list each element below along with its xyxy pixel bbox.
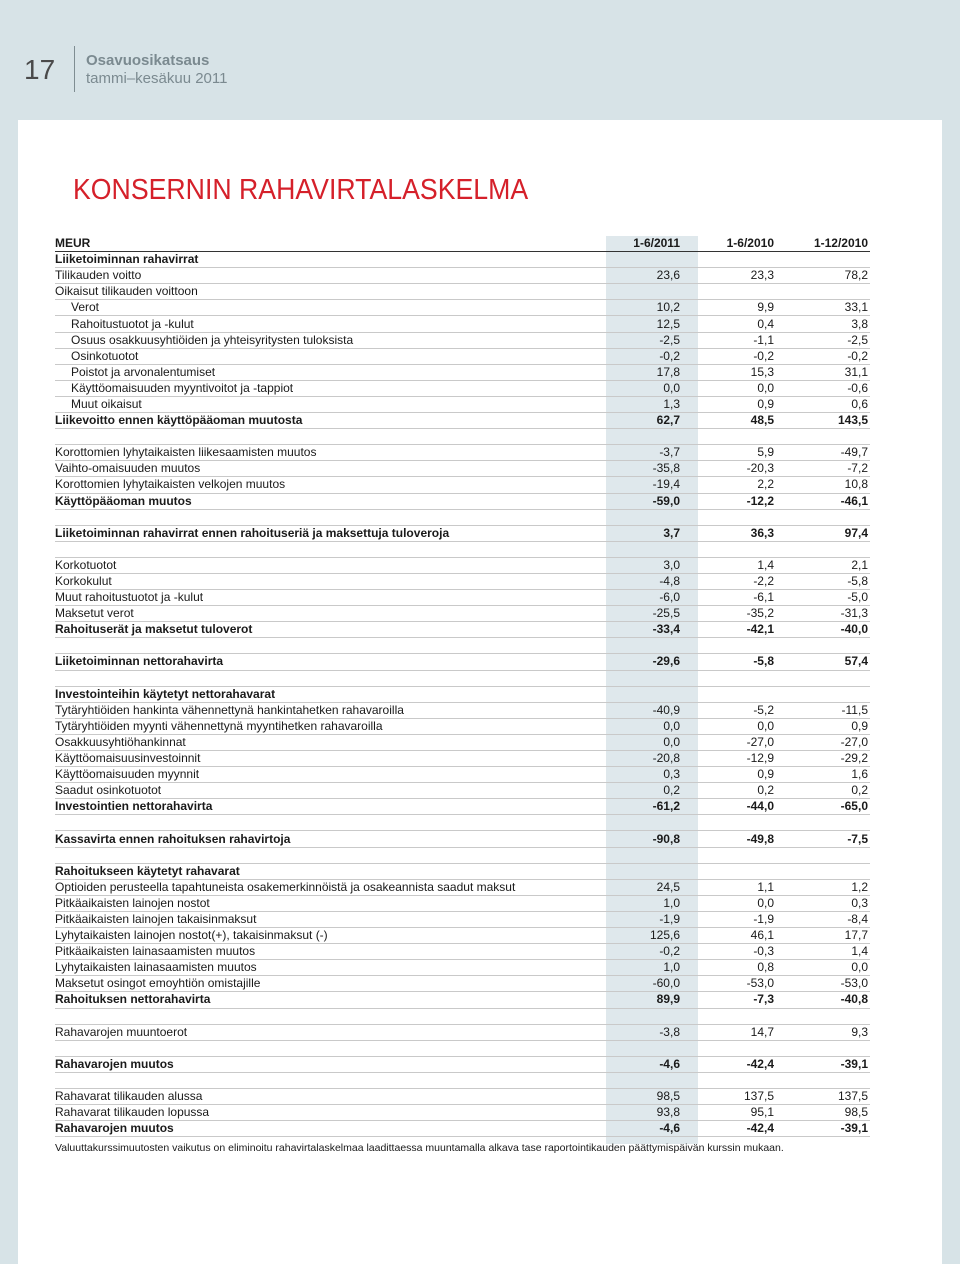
value-h1-2011: -25,5 <box>588 606 682 622</box>
column-header-unit: MEUR <box>55 236 588 252</box>
value-h1-2010: 0,4 <box>682 316 776 332</box>
row-label: Investointien nettorahavirta <box>55 799 588 815</box>
value-fy-2010: 143,5 <box>776 413 870 429</box>
spacer-row <box>55 847 870 863</box>
value-h1-2010: 137,5 <box>682 1088 776 1104</box>
table-row <box>55 976 870 992</box>
value-h1-2010: -0,2 <box>682 348 776 364</box>
table-row <box>55 1105 870 1121</box>
value-h1-2010: -35,2 <box>682 606 776 622</box>
table-row <box>55 944 870 960</box>
value-fy-2010 <box>776 686 870 702</box>
row-label: Maksetut osingot emoyhtiön omistajille <box>55 976 588 992</box>
value-h1-2010 <box>682 509 776 525</box>
value-h1-2011: 89,9 <box>588 992 682 1008</box>
row-label: Käyttöomaisuusinvestoinnit <box>55 751 588 767</box>
value-h1-2011 <box>588 284 682 300</box>
value-fy-2010: 78,2 <box>776 268 870 284</box>
value-fy-2010 <box>776 847 870 863</box>
row-label: Poistot ja arvonalentumiset <box>55 364 588 380</box>
spacer-row <box>55 670 870 686</box>
value-h1-2011: 62,7 <box>588 413 682 429</box>
value-h1-2011: -33,4 <box>588 622 682 638</box>
table-header-row <box>55 236 870 252</box>
table-row <box>55 300 870 316</box>
value-h1-2010: 1,1 <box>682 879 776 895</box>
table-row <box>55 1024 870 1040</box>
value-fy-2010: 1,2 <box>776 879 870 895</box>
value-h1-2011: 1,0 <box>588 895 682 911</box>
table-row <box>55 316 870 332</box>
value-h1-2011: -2,5 <box>588 332 682 348</box>
value-h1-2010 <box>682 1008 776 1024</box>
value-h1-2011: 0,0 <box>588 734 682 750</box>
value-fy-2010: 0,9 <box>776 718 870 734</box>
value-fy-2010: -27,0 <box>776 734 870 750</box>
value-h1-2010: -2,2 <box>682 573 776 589</box>
table-row <box>55 284 870 300</box>
value-fy-2010: -39,1 <box>776 1056 870 1072</box>
table-row <box>55 380 870 396</box>
value-h1-2010: -49,8 <box>682 831 776 847</box>
table-row <box>55 268 870 284</box>
row-label: Korottomien lyhytaikaisten velkojen muutos <box>55 477 588 493</box>
row-label: Osuus osakkuusyhtiöiden ja yhteisyritysten tuloksista <box>55 332 588 348</box>
table-row <box>55 461 870 477</box>
value-h1-2011: 3,0 <box>588 557 682 573</box>
value-h1-2011 <box>588 1072 682 1088</box>
table-row <box>55 686 870 702</box>
value-fy-2010: 0,2 <box>776 783 870 799</box>
value-h1-2011: 0,0 <box>588 380 682 396</box>
value-h1-2011: -3,8 <box>588 1024 682 1040</box>
spacer-row <box>55 1072 870 1088</box>
row-label: Liikevoitto ennen käyttöpääoman muutosta <box>55 413 588 429</box>
value-fy-2010 <box>776 670 870 686</box>
value-h1-2010 <box>682 252 776 268</box>
value-fy-2010: -40,0 <box>776 622 870 638</box>
row-label <box>55 429 588 445</box>
table-row <box>55 863 870 879</box>
value-h1-2011 <box>588 638 682 654</box>
row-label: Liiketoiminnan nettorahavirta <box>55 654 588 670</box>
value-fy-2010: -49,7 <box>776 445 870 461</box>
cash-flow-table <box>55 236 870 1137</box>
row-label: Osakkuusyhtiöhankinnat <box>55 734 588 750</box>
value-fy-2010: -39,1 <box>776 1121 870 1137</box>
table-row <box>55 783 870 799</box>
value-h1-2011 <box>588 429 682 445</box>
value-h1-2011: -29,6 <box>588 654 682 670</box>
value-fy-2010 <box>776 541 870 557</box>
row-label: Kassavirta ennen rahoituksen rahavirtoja <box>55 831 588 847</box>
report-period: tammi–kesäkuu 2011 <box>86 70 228 87</box>
value-h1-2011: 93,8 <box>588 1105 682 1121</box>
value-h1-2010: 15,3 <box>682 364 776 380</box>
table-row <box>55 622 870 638</box>
table-row <box>55 734 870 750</box>
value-fy-2010 <box>776 1008 870 1024</box>
row-label <box>55 638 588 654</box>
value-fy-2010 <box>776 429 870 445</box>
row-label: Käyttöpääoman muutos <box>55 493 588 509</box>
row-label: Rahavarat tilikauden alussa <box>55 1088 588 1104</box>
value-h1-2010: -27,0 <box>682 734 776 750</box>
value-h1-2010 <box>682 429 776 445</box>
value-fy-2010: -5,0 <box>776 590 870 606</box>
row-label: Pitkäaikaisten lainojen takaisinmaksut <box>55 911 588 927</box>
row-label: Rahavarojen muutos <box>55 1121 588 1137</box>
value-h1-2010 <box>682 284 776 300</box>
value-h1-2011: 1,3 <box>588 396 682 412</box>
value-h1-2011 <box>588 847 682 863</box>
table-row <box>55 928 870 944</box>
table-row <box>55 252 870 268</box>
row-label <box>55 1072 588 1088</box>
value-h1-2011 <box>588 815 682 831</box>
value-h1-2010: -44,0 <box>682 799 776 815</box>
value-h1-2010: 36,3 <box>682 525 776 541</box>
value-fy-2010 <box>776 284 870 300</box>
value-h1-2010: -0,3 <box>682 944 776 960</box>
row-label: Oikaisut tilikauden voittoon <box>55 284 588 300</box>
value-fy-2010 <box>776 815 870 831</box>
value-h1-2011: 24,5 <box>588 879 682 895</box>
value-fy-2010: -5,8 <box>776 573 870 589</box>
value-h1-2010: -53,0 <box>682 976 776 992</box>
row-label: Maksetut verot <box>55 606 588 622</box>
column-header-fy-2010: 1-12/2010 <box>776 236 870 252</box>
row-label: Liiketoiminnan rahavirrat ennen rahoituseriä ja maksettuja tuloveroja <box>55 525 588 541</box>
value-h1-2011: -19,4 <box>588 477 682 493</box>
value-h1-2011: -40,9 <box>588 702 682 718</box>
value-fy-2010: -31,3 <box>776 606 870 622</box>
value-fy-2010: 98,5 <box>776 1105 870 1121</box>
spacer-row <box>55 815 870 831</box>
value-h1-2010: -7,3 <box>682 992 776 1008</box>
value-fy-2010: 0,0 <box>776 960 870 976</box>
section-title: KONSERNIN RAHAVIRTALASKELMA <box>73 174 529 206</box>
value-h1-2011: 10,2 <box>588 300 682 316</box>
value-h1-2011: -4,8 <box>588 573 682 589</box>
report-title: Osavuosikatsaus <box>86 52 210 69</box>
value-h1-2010 <box>682 686 776 702</box>
value-fy-2010: 137,5 <box>776 1088 870 1104</box>
table-row <box>55 1121 870 1137</box>
row-label: Korottomien lyhytaikaisten liikesaamisten muutos <box>55 445 588 461</box>
value-h1-2010 <box>682 863 776 879</box>
table-row <box>55 895 870 911</box>
value-h1-2011: 0,3 <box>588 767 682 783</box>
value-fy-2010: 17,7 <box>776 928 870 944</box>
row-label: Muut rahoitustuotot ja -kulut <box>55 590 588 606</box>
value-fy-2010: -65,0 <box>776 799 870 815</box>
value-fy-2010: 1,4 <box>776 944 870 960</box>
value-h1-2011: 23,6 <box>588 268 682 284</box>
row-label: Pitkäaikaisten lainasaamisten muutos <box>55 944 588 960</box>
value-fy-2010: 9,3 <box>776 1024 870 1040</box>
value-fy-2010: -2,5 <box>776 332 870 348</box>
table-row <box>55 831 870 847</box>
value-h1-2011: -1,9 <box>588 911 682 927</box>
row-label <box>55 509 588 525</box>
value-fy-2010: 2,1 <box>776 557 870 573</box>
table-row <box>55 445 870 461</box>
value-h1-2010: 14,7 <box>682 1024 776 1040</box>
value-h1-2010 <box>682 638 776 654</box>
value-h1-2011: 125,6 <box>588 928 682 944</box>
table-row <box>55 477 870 493</box>
value-fy-2010: -7,5 <box>776 831 870 847</box>
row-label <box>55 1008 588 1024</box>
table-row <box>55 1056 870 1072</box>
row-label <box>55 847 588 863</box>
table-row <box>55 557 870 573</box>
table-row <box>55 525 870 541</box>
value-h1-2010: 48,5 <box>682 413 776 429</box>
table-body <box>55 252 870 1137</box>
value-h1-2011: -4,6 <box>588 1056 682 1072</box>
row-label: Tilikauden voitto <box>55 268 588 284</box>
value-h1-2010 <box>682 541 776 557</box>
value-h1-2010 <box>682 1072 776 1088</box>
value-fy-2010: -7,2 <box>776 461 870 477</box>
value-h1-2010: -42,4 <box>682 1121 776 1137</box>
value-h1-2011: 98,5 <box>588 1088 682 1104</box>
value-fy-2010: 3,8 <box>776 316 870 332</box>
value-fy-2010: 33,1 <box>776 300 870 316</box>
value-h1-2010: -1,9 <box>682 911 776 927</box>
row-label: Rahoitukseen käytetyt rahavarat <box>55 863 588 879</box>
row-label: Lyhytaikaisten lainojen nostot(+), takaisinmaksut (-) <box>55 928 588 944</box>
value-h1-2010: -5,8 <box>682 654 776 670</box>
value-fy-2010 <box>776 863 870 879</box>
value-h1-2010 <box>682 1040 776 1056</box>
value-fy-2010: -29,2 <box>776 751 870 767</box>
value-fy-2010: 1,6 <box>776 767 870 783</box>
value-h1-2010: 0,9 <box>682 767 776 783</box>
table-row <box>55 702 870 718</box>
value-fy-2010 <box>776 1072 870 1088</box>
value-h1-2010: -1,1 <box>682 332 776 348</box>
value-h1-2011: -0,2 <box>588 944 682 960</box>
value-h1-2010 <box>682 815 776 831</box>
value-h1-2010: -12,2 <box>682 493 776 509</box>
row-label: Optioiden perusteella tapahtuneista osakemerkinnöistä ja osakeannista saadut maksut <box>55 879 588 895</box>
value-h1-2011: -35,8 <box>588 461 682 477</box>
row-label: Käyttöomaisuuden myynnit <box>55 767 588 783</box>
value-h1-2011 <box>588 1040 682 1056</box>
value-h1-2011: -60,0 <box>588 976 682 992</box>
row-label: Korkokulut <box>55 573 588 589</box>
value-h1-2010: 0,0 <box>682 718 776 734</box>
value-h1-2010: -6,1 <box>682 590 776 606</box>
table-row <box>55 960 870 976</box>
spacer-row <box>55 429 870 445</box>
table-row <box>55 493 870 509</box>
value-h1-2011: 17,8 <box>588 364 682 380</box>
table-row <box>55 911 870 927</box>
value-h1-2011: -61,2 <box>588 799 682 815</box>
value-h1-2010: 0,0 <box>682 380 776 396</box>
value-h1-2010: 0,2 <box>682 783 776 799</box>
value-fy-2010: 0,6 <box>776 396 870 412</box>
value-h1-2011: -90,8 <box>588 831 682 847</box>
value-h1-2011 <box>588 252 682 268</box>
row-label: Vaihto-omaisuuden muutos <box>55 461 588 477</box>
table-row <box>55 767 870 783</box>
row-label <box>55 670 588 686</box>
value-h1-2011: -0,2 <box>588 348 682 364</box>
value-fy-2010 <box>776 509 870 525</box>
spacer-row <box>55 1040 870 1056</box>
spacer-row <box>55 638 870 654</box>
table-row <box>55 348 870 364</box>
value-h1-2011: -3,7 <box>588 445 682 461</box>
value-h1-2011: -20,8 <box>588 751 682 767</box>
table-row <box>55 332 870 348</box>
row-label: Rahoituksen nettorahavirta <box>55 992 588 1008</box>
value-h1-2010: -20,3 <box>682 461 776 477</box>
row-label: Käyttöomaisuuden myyntivoitot ja -tappiot <box>55 380 588 396</box>
page-number: 17 <box>24 54 56 85</box>
value-h1-2010 <box>682 670 776 686</box>
value-h1-2011: -4,6 <box>588 1121 682 1137</box>
row-label: Rahavarojen muutos <box>55 1056 588 1072</box>
value-fy-2010: 31,1 <box>776 364 870 380</box>
row-label: Tytäryhtiöiden myynti vähennettynä myyntihetken rahavaroilla <box>55 718 588 734</box>
table-row <box>55 413 870 429</box>
footnote: Valuuttakurssimuutosten vaikutus on eliminoitu rahavirtalaskelmaa laadittaessa muuntamalla alkava tase raportointikauden päättymispäivän kurssin mukaan. <box>55 1142 784 1154</box>
value-fy-2010: -8,4 <box>776 911 870 927</box>
value-h1-2010: 1,4 <box>682 557 776 573</box>
value-fy-2010: -40,8 <box>776 992 870 1008</box>
value-h1-2011 <box>588 541 682 557</box>
table-row <box>55 654 870 670</box>
value-h1-2010: 23,3 <box>682 268 776 284</box>
value-h1-2010: -42,4 <box>682 1056 776 1072</box>
value-h1-2011 <box>588 863 682 879</box>
row-label: Pitkäaikaisten lainojen nostot <box>55 895 588 911</box>
value-h1-2010: 5,9 <box>682 445 776 461</box>
table-row <box>55 751 870 767</box>
value-h1-2010: -12,9 <box>682 751 776 767</box>
table-row <box>55 590 870 606</box>
value-fy-2010 <box>776 252 870 268</box>
row-label: Tytäryhtiöiden hankinta vähennettynä hankintahetken rahavaroilla <box>55 702 588 718</box>
spacer-row <box>55 1008 870 1024</box>
page-header <box>18 18 942 120</box>
value-h1-2011 <box>588 509 682 525</box>
value-fy-2010 <box>776 638 870 654</box>
value-fy-2010: 97,4 <box>776 525 870 541</box>
row-label <box>55 815 588 831</box>
value-h1-2010: -42,1 <box>682 622 776 638</box>
table-row <box>55 992 870 1008</box>
value-h1-2011: 0,0 <box>588 718 682 734</box>
value-h1-2010: 0,9 <box>682 396 776 412</box>
value-h1-2011: 1,0 <box>588 960 682 976</box>
table-row <box>55 799 870 815</box>
value-fy-2010: 10,8 <box>776 477 870 493</box>
row-label: Osinkotuotot <box>55 348 588 364</box>
row-label <box>55 541 588 557</box>
row-label: Investointeihin käytetyt nettorahavarat <box>55 686 588 702</box>
row-label: Lyhytaikaisten lainasaamisten muutos <box>55 960 588 976</box>
value-h1-2010 <box>682 847 776 863</box>
value-fy-2010 <box>776 1040 870 1056</box>
spacer-row <box>55 541 870 557</box>
spacer-row <box>55 509 870 525</box>
table-row <box>55 718 870 734</box>
value-h1-2011: 0,2 <box>588 783 682 799</box>
value-fy-2010: -11,5 <box>776 702 870 718</box>
table-row <box>55 606 870 622</box>
row-label <box>55 1040 588 1056</box>
value-h1-2010: 46,1 <box>682 928 776 944</box>
row-label: Verot <box>55 300 588 316</box>
value-h1-2011: 3,7 <box>588 525 682 541</box>
value-h1-2011 <box>588 686 682 702</box>
table-row <box>55 573 870 589</box>
row-label: Saadut osinkotuotot <box>55 783 588 799</box>
table-row <box>55 1088 870 1104</box>
table-row <box>55 364 870 380</box>
row-label: Rahoituserät ja maksetut tuloverot <box>55 622 588 638</box>
value-h1-2010: 9,9 <box>682 300 776 316</box>
value-fy-2010: -0,2 <box>776 348 870 364</box>
value-fy-2010: -53,0 <box>776 976 870 992</box>
row-label: Rahavarat tilikauden lopussa <box>55 1105 588 1121</box>
header-divider <box>74 46 75 92</box>
value-h1-2010: 2,2 <box>682 477 776 493</box>
value-fy-2010: 57,4 <box>776 654 870 670</box>
column-header-h1-2011: 1-6/2011 <box>588 236 682 252</box>
value-fy-2010: -0,6 <box>776 380 870 396</box>
value-h1-2010: -5,2 <box>682 702 776 718</box>
value-h1-2010: 0,0 <box>682 895 776 911</box>
value-fy-2010: 0,3 <box>776 895 870 911</box>
value-h1-2011: -59,0 <box>588 493 682 509</box>
row-label: Muut oikaisut <box>55 396 588 412</box>
value-h1-2010: 0,8 <box>682 960 776 976</box>
value-fy-2010: -46,1 <box>776 493 870 509</box>
row-label: Liiketoiminnan rahavirrat <box>55 252 588 268</box>
row-label: Rahoitustuotot ja -kulut <box>55 316 588 332</box>
table-row <box>55 879 870 895</box>
value-h1-2011 <box>588 670 682 686</box>
table-row <box>55 396 870 412</box>
value-h1-2010: 95,1 <box>682 1105 776 1121</box>
column-header-h1-2010: 1-6/2010 <box>682 236 776 252</box>
row-label: Rahavarojen muuntoerot <box>55 1024 588 1040</box>
row-label: Korkotuotot <box>55 557 588 573</box>
value-h1-2011 <box>588 1008 682 1024</box>
value-h1-2011: -6,0 <box>588 590 682 606</box>
value-h1-2011: 12,5 <box>588 316 682 332</box>
